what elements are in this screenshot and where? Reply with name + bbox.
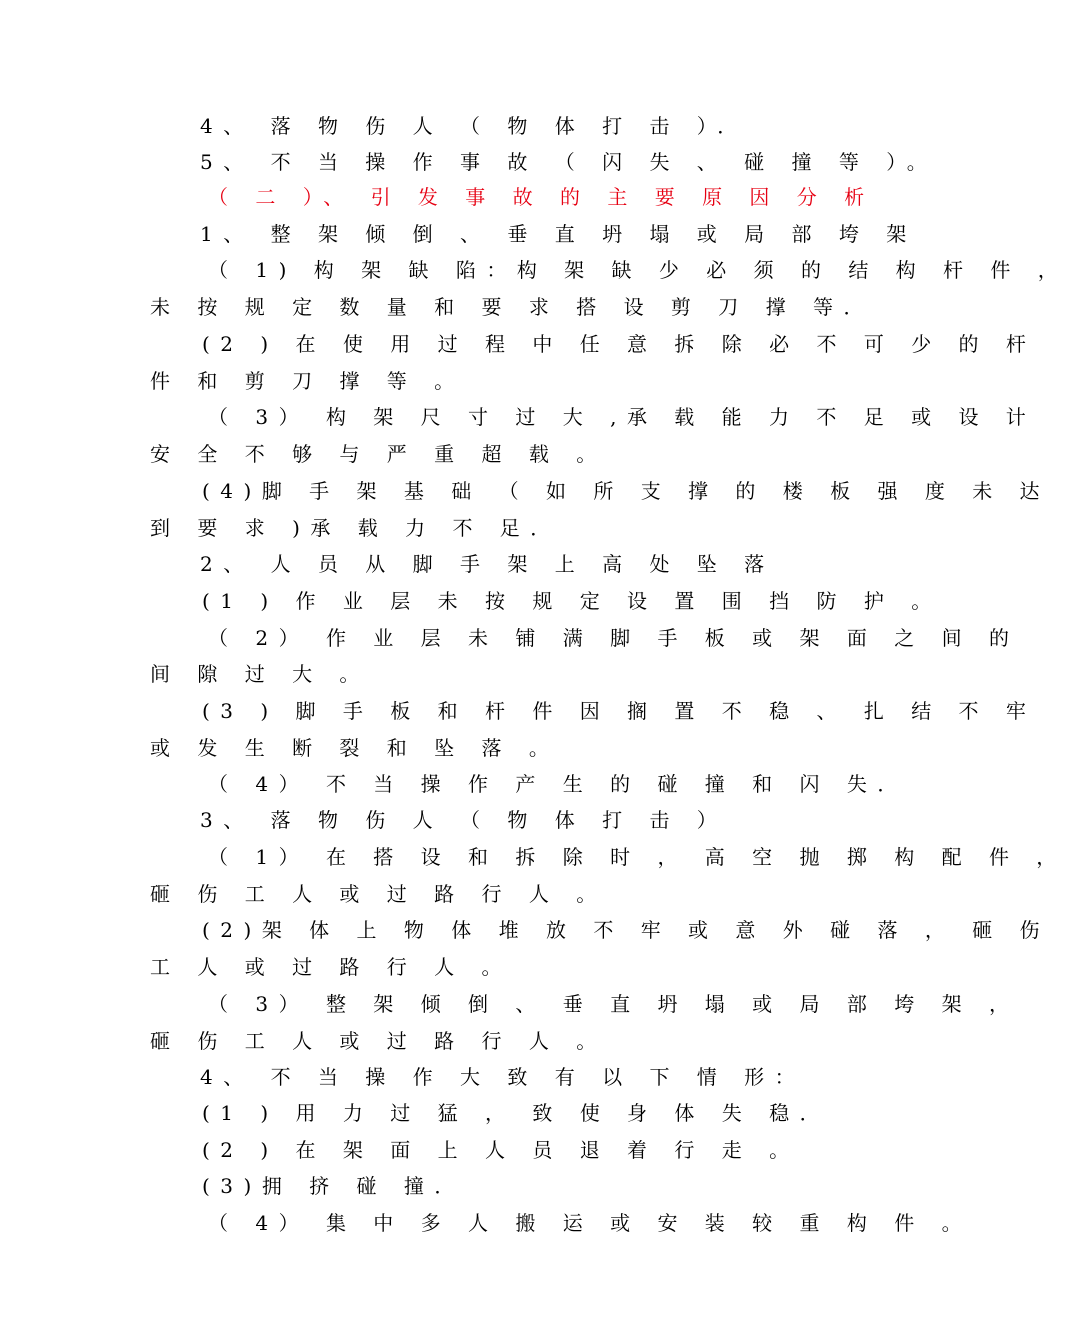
- text-line: (1 ) 作 业 层 未 按 规 定 设 置 围 挡 防 护 。: [202, 589, 942, 613]
- text-line: 安 全 不 够 与 严 重 超 载 。: [150, 442, 607, 466]
- text-line: （ 4） 集 中 多 人 搬 运 或 安 装 较 重 构 件 。: [208, 1211, 973, 1235]
- text-line: 4、 落 物 伤 人 （ 物 体 打 击 ）．: [200, 114, 748, 138]
- text-line: （ 3） 整 架 倾 倒 、 垂 直 坍 塌 或 局 部 垮 架 ，: [208, 992, 1020, 1016]
- text-line: 砸 伤 工 人 或 过 路 行 人 。: [150, 882, 607, 906]
- text-line: (4)脚 手 架 基 础 （ 如 所 支 撑 的 楼 板 强 度 未 达: [202, 479, 1051, 503]
- text-line: (1 ) 用 力 过 猛 ， 致 使 身 体 失 稳．: [202, 1101, 831, 1125]
- text-line: 3、 落 物 伤 人 （ 物 体 打 击 ）: [200, 808, 728, 832]
- text-line: 到 要 求 )承 载 力 不 足．: [150, 516, 561, 540]
- text-line: （ 2） 作 业 层 未 铺 满 脚 手 板 或 架 面 之 间 的: [208, 626, 1020, 650]
- text-line: 2、 人 员 从 脚 手 架 上 高 处 坠 落: [200, 552, 775, 576]
- text-line: 4、 不 当 操 作 大 致 有 以 下 情 形：: [200, 1065, 806, 1089]
- text-line: 1、 整 架 倾 倒 、 垂 直 坍 塌 或 局 部 垮 架: [200, 222, 917, 246]
- text-line: (3)拥 挤 碰 撞．: [202, 1174, 465, 1198]
- text-line: (3 ) 脚 手 板 和 杆 件 因 搁 置 不 稳 、 扎 结 不 牢: [202, 699, 1037, 723]
- text-line: （ 3） 构 架 尺 寸 过 大 ,承 载 能 力 不 足 或 设 计: [208, 405, 1037, 429]
- text-line: 未 按 规 定 数 量 和 要 求 搭 设 剪 刀 撑 等．: [150, 295, 875, 319]
- text-line: (2 ) 在 架 面 上 人 员 退 着 行 走 。: [202, 1138, 800, 1162]
- text-line: 砸 伤 工 人 或 过 路 行 人 。: [150, 1029, 607, 1053]
- text-line: 件 和 剪 刀 撑 等 。: [150, 369, 465, 393]
- section-heading: （ 二 ）、 引 发 事 故 的 主 要 原 因 分 析: [208, 185, 875, 209]
- text-line: 5、 不 当 操 作 事 故 （ 闪 失 、 碰 撞 等 ）。: [200, 150, 938, 174]
- text-line: 间 隙 过 大 。: [150, 662, 370, 686]
- text-line: 工 人 或 过 路 行 人 。: [150, 955, 513, 979]
- text-line: （ 4） 不 当 操 作 产 生 的 碰 撞 和 闪 失．: [208, 772, 908, 796]
- text-line: （ 1） 在 搭 设 和 拆 除 时 ， 高 空 抛 掷 构 配 件 ，: [208, 845, 1067, 869]
- text-line: 或 发 生 断 裂 和 坠 落 。: [150, 736, 560, 760]
- text-line: (2)架 体 上 物 体 堆 放 不 牢 或 意 外 碰 落 ， 砸 伤: [202, 918, 1051, 942]
- text-line: (2 ) 在 使 用 过 程 中 任 意 拆 除 必 不 可 少 的 杆: [202, 332, 1037, 356]
- text-line: （ 1) 构 架 缺 陷：构 架 缺 少 必 须 的 结 构 杆 件 ，: [208, 258, 1068, 282]
